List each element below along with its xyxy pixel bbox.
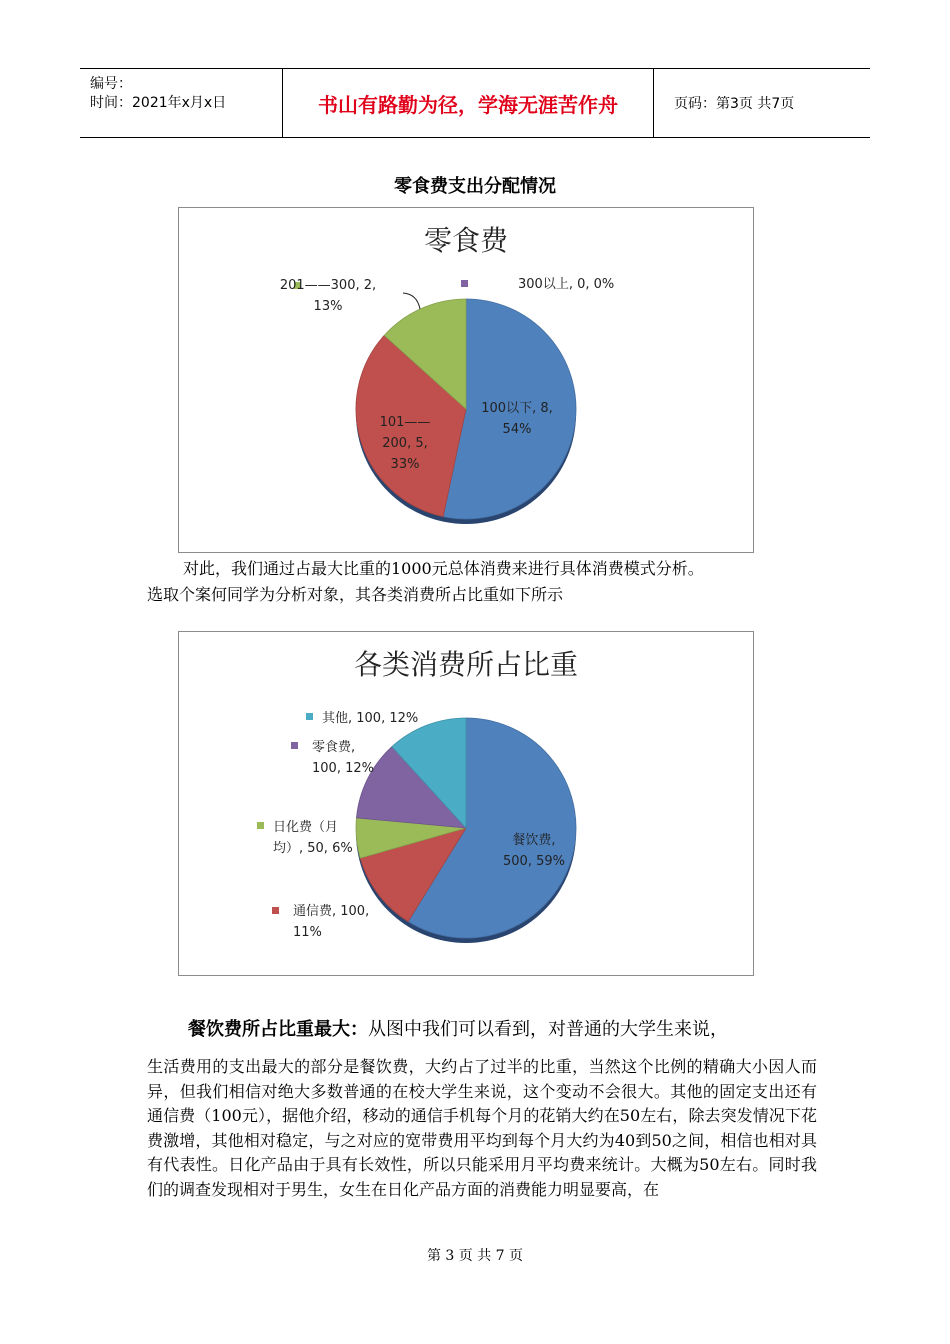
section-lead: 从图中我们可以看到，对普通的大学生来说， <box>368 1019 728 1040</box>
slice-label-2 <box>257 819 353 856</box>
slice-label-line: 101—— <box>379 415 431 430</box>
slice-label-line: 100, 12% <box>312 761 374 776</box>
page-footer: 第 3 页 共 7 页 <box>426 1248 524 1264</box>
document-number: 编号： <box>90 76 132 92</box>
slice-label-line: 餐饮费, <box>512 833 556 848</box>
intro-line-1: 对此，我们通过占最大比重的1000元总体消费来进行具体消费模式分析。 <box>183 559 704 578</box>
slice-label-1 <box>272 903 369 940</box>
legend-key-1 <box>272 907 279 914</box>
slice-label-3 <box>461 277 614 292</box>
slice-label-2 <box>280 278 420 314</box>
legend-key-4 <box>306 713 313 720</box>
body-paragraph: 生活费用的支出最大的部分是餐饮费，大约占了过半的比重，当然这个比例的精确大小因人而异，但我们相信对绝大多数普通的在校大学生来说，这个变动不会很大。其他的固定支出还有通信费（100元），据他介绍，移动的通信手机每个月的花销大约在50左右，除去突发情况下花费激增，其他相对稳定，与之对应的宽带费用平均到每个月大约为40到50之间，相信也相对具有代表性。日化产品由于具有长效性，所以只能采用月平均费来统计。大概为50左右。同时我们的调查发现相对于男生，女生在日化产品方面的消费能力明显要高，在 <box>147 1057 817 1199</box>
slice-label-line: 其他, 100, 12% <box>322 711 419 726</box>
section-heading: 餐饮费所占比重最大： <box>188 1019 368 1040</box>
legend-key-3 <box>291 742 298 749</box>
slice-label-4 <box>306 710 418 726</box>
page-header <box>80 68 870 138</box>
section-heading-line <box>188 1015 728 1041</box>
expense-pie-svg <box>179 632 753 975</box>
slice-label-line: 300以上, 0, 0% <box>518 277 615 292</box>
leader-line <box>403 293 420 309</box>
slice-label-line: 日化费（月 <box>273 820 339 835</box>
legend-key-2 <box>257 822 264 829</box>
snack-pie-svg <box>179 208 753 552</box>
legend-key-3 <box>461 280 468 287</box>
slice-label-line: 500, 59% <box>503 854 565 869</box>
slice-label-line: 零食费, <box>312 740 356 755</box>
slice-label-line: 33% <box>390 457 420 472</box>
header-page-code <box>664 69 870 137</box>
document-date: 时间：2021年x月x日 <box>90 95 227 111</box>
chart1-caption: 零食费支出分配情况 <box>394 176 556 197</box>
page-code-text: 页码：第3页 共7页 <box>674 96 795 112</box>
slice-label-line: 通信费, 100, <box>293 904 370 919</box>
chart-title: 各类消费所占比重 <box>353 648 579 681</box>
slice-label-line: 均）, 50, 6% <box>273 841 353 856</box>
slice-label-line: 11% <box>293 925 322 940</box>
snack-expense-chart <box>178 207 754 553</box>
slice-label-line: 13% <box>313 299 343 314</box>
intro-line-2: 选取个案何同学为分析对象，其各类消费所占比重如下所示 <box>147 585 564 604</box>
slice-label-line: 200, 5, <box>382 436 428 451</box>
expense-share-chart <box>178 631 754 976</box>
slice-label-line: 201——300, 2, <box>279 278 377 293</box>
slice-label-line: 100以下, 8, <box>481 401 553 416</box>
slice-label-line: 54% <box>502 422 532 437</box>
chart-title: 零食费 <box>423 224 509 257</box>
header-meta <box>80 69 283 137</box>
header-motto: 书山有路勤为径，学海无涯苦作舟 <box>283 69 654 137</box>
slice-label-3 <box>291 739 374 776</box>
